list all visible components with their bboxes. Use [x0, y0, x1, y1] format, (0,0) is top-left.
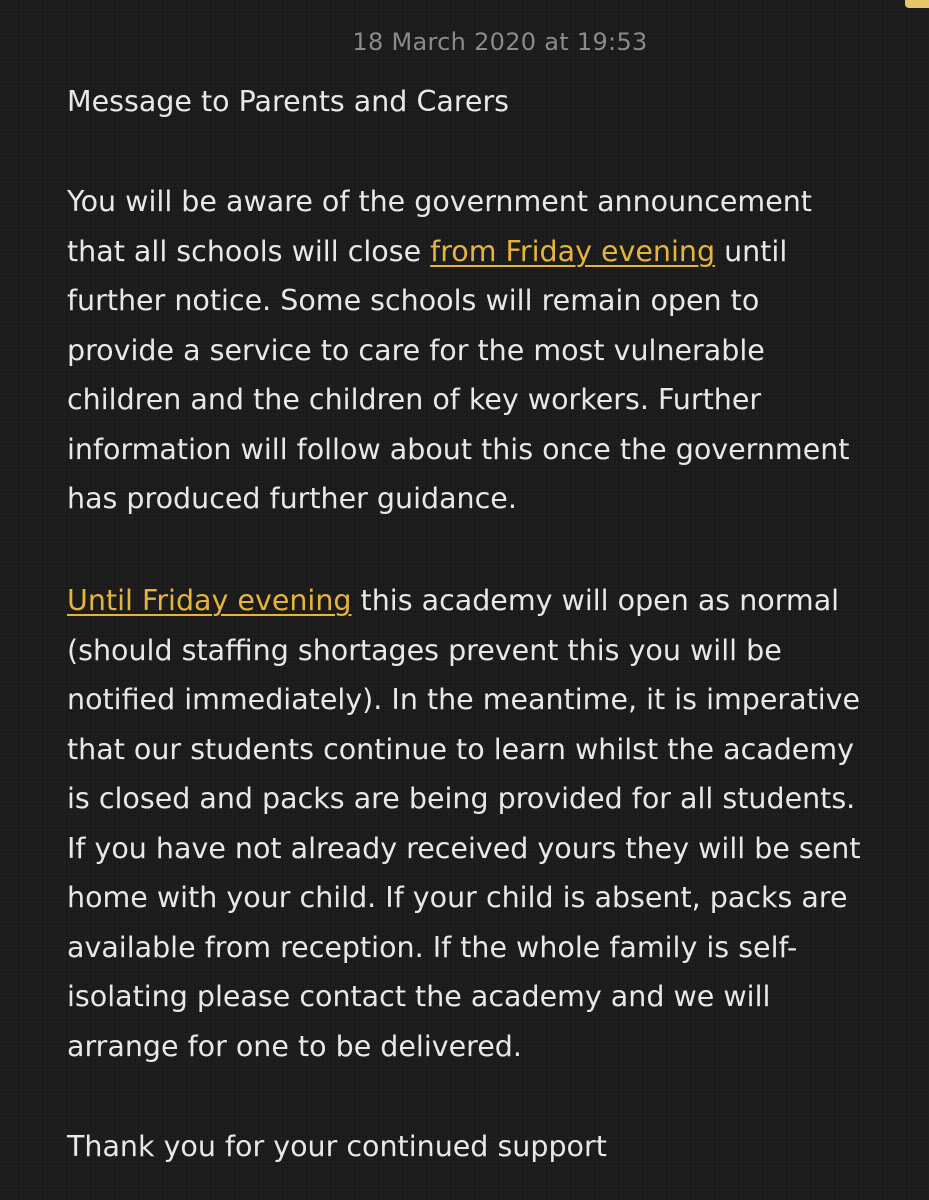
closing-line[interactable] [67, 1122, 927, 1172]
text-segment: this academy will open as normal [351, 584, 840, 617]
text-segment: until [715, 234, 788, 268]
text-line: You will be aware of the government announcement [67, 185, 812, 218]
text-line: is closed and packs are being provided for all students. [67, 782, 856, 815]
text-line: children and the children of key workers. Further [67, 383, 762, 416]
paragraph-2[interactable] [67, 576, 927, 1071]
text-segment: that all schools will close [67, 234, 431, 268]
text-line [67, 576, 927, 626]
text-line: (should staffing shortages prevent this you will be [67, 633, 782, 667]
text-line: provide a service to care for the most vulnerable [67, 333, 765, 367]
text-line: If you have not already received yours they will be sent [67, 831, 861, 865]
corner-tab [905, 0, 929, 8]
date-link-from-friday-evening[interactable]: from Friday evening [430, 234, 716, 268]
paragraph-1[interactable] [67, 177, 927, 524]
text-line: that our students continue to learn whilst the academy [67, 732, 854, 766]
text-line: further notice. Some schools will remain open to [67, 284, 760, 317]
text-line: available from reception. If the whole family is self- [67, 930, 798, 964]
note-title[interactable] [67, 77, 927, 127]
text-line: arrange for one to be delivered. [67, 1029, 522, 1063]
title-line: Message to Parents and Carers [67, 85, 510, 118]
text-line: home with your child. If your child is absent, packs are [67, 881, 848, 914]
text-line: information will follow about this once the government [67, 432, 850, 466]
date-link-until-friday-evening[interactable]: Until Friday evening [67, 584, 352, 617]
text-line: isolating please contact the academy and we will [67, 980, 771, 1013]
note-timestamp: 18 March 2020 at 19:53 [352, 28, 648, 56]
text-line: notified immediately). In the meantime, it is imperative [67, 683, 861, 716]
text-line: has produced further guidance. [67, 482, 517, 515]
text-line [67, 227, 927, 277]
text-line: Thank you for your continued support [67, 1130, 607, 1163]
